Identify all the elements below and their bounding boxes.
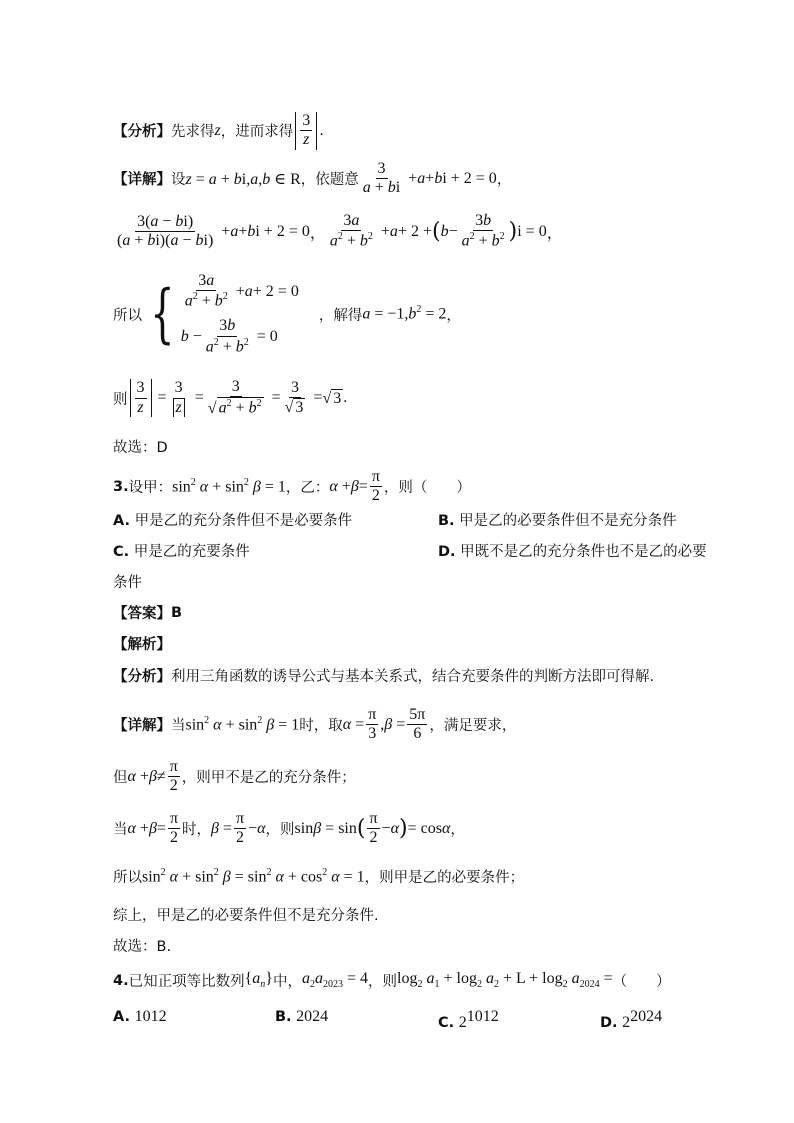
option-b[interactable]: B. 甲是乙的必要条件但不是充分条件 (438, 513, 677, 529)
option-d-continued: 条件 (113, 575, 142, 591)
option-d[interactable]: D. 甲既不是乙的充分条件也不是乙的必要 (438, 544, 707, 560)
math-result: $\frac{3}{z}$ = $\frac{3}{z}$ = 3 √ $a^2 + b^2$ = 3 √ 3 = √ 3 . (128, 378, 348, 418)
detail-label: 【详解】 (113, 172, 171, 189)
option-a[interactable]: A. 甲是乙的充分条件但不是必要条件 (113, 513, 353, 529)
q3-answer: 【答案】 B (113, 604, 183, 622)
q4-option-c[interactable]: C. $2^{1012}$ (438, 1008, 499, 1031)
math-brace: { (150, 277, 175, 352)
detail-text: ，依题意 (300, 172, 359, 189)
q2-choose: 故选：D (113, 440, 168, 456)
analysis-text: ，进而求得 (220, 124, 294, 141)
detail-text: 设 (171, 172, 186, 189)
math-equation-1: $\frac{3}{a + bi}$ + a + b i + 2 = 0 (362, 160, 497, 197)
q2-system-line: 所以 { $\frac{3a}{a^2 + b^2}$ + a + 2 = 0 b − $\frac{3b}{a^2 + b^2}$ = 0 ，解得 $a = -1,b^2 = 2$ ， (113, 272, 461, 355)
q3-detail-line-1: 【详解】 当 $\sin^2 \alpha + \sin^2 \beta = 1$ 时，取 α = $\frac{\pi}{3}$ , β = $\frac{5\pi}{6}$ ，满足要求， (113, 706, 517, 743)
question-number: 4. (113, 972, 129, 989)
q3-choose: 故选：B. (113, 939, 172, 955)
q4-option-b[interactable]: B. 2024 (275, 1008, 329, 1025)
detail-text: ，解得 (318, 307, 363, 324)
analysis-text: 先求得 (171, 124, 215, 141)
q2-detail-line-2: $\frac{3(a - bi)}{(a + bi)(a - bi)}$ + a + b i + 2 = 0 ， $\frac{3a}{a^2 + b^2}$ + a + 2 + ( b − $\frac{3b}{a^2 + b^2}$ ) i = 0 ， (117, 212, 563, 250)
math-alpha-beta-values: α = $\frac{\pi}{3}$ , β = $\frac{5\pi}{6}$ (342, 706, 426, 743)
period: . (319, 122, 324, 139)
q4-stem: 4. 已知正项等比数列 $\{a_n\}$ 中， $a_2a_{2023} = 4$ ，则 $\log_2 a_1 + \log_2 a_2 + L + \log_2 a_{2024}$ = （ ） (113, 970, 671, 991)
analysis-label: 【分析】 (113, 124, 171, 141)
q4-option-d[interactable]: D. $2^{2024}$ (600, 1008, 663, 1031)
math-fraction-3a: $\frac{3a}{a^2 + b^2}$ (329, 212, 373, 250)
option-c[interactable]: C. 甲是乙的充要条件 (113, 544, 250, 560)
q3-summary: 综上，甲是乙的必要条件但不是充分条件. (113, 908, 379, 924)
detail-text: 所以 (113, 307, 142, 324)
q2-analysis-line (113, 112, 324, 150)
q3-analysis: 【分析】 利用三角函数的诱导公式与基本关系式，结合充要条件的判断方法即可得解. (113, 669, 655, 685)
math-z: z (214, 121, 221, 139)
q3-detail-line-2: 但 α + β ≠ $\frac{\pi}{2}$ ，则甲不是乙的充分条件； (113, 758, 356, 795)
math-fraction-conjugate: $\frac{3(a - bi)}{(a + bi)(a - bi)}$ (117, 212, 214, 250)
q2-detail-line-1: 【详解】 设 z = a + bi,a,b ∈ R ，依题意 $\frac{3}{a + bi}$ + a + b i + 2 = 0 ， (113, 160, 512, 197)
math-solution: $a = -1,b^2 = 2$ (362, 304, 447, 323)
q3-explain-label: 【解析】 (113, 637, 171, 653)
q3-detail-line-4: 所以 $\sin^2 \alpha + \sin^2 \beta = \sin^2 \alpha + \cos^2 \alpha = 1$ ，则甲是乙的必要条件； (113, 866, 525, 886)
math-condition-yi: α + β = $\frac{\pi}{2}$ (329, 468, 380, 505)
detail-text: 则 (113, 391, 128, 408)
math-fraction-3b: $\frac{3b}{a^2 + b^2}$ (461, 212, 505, 250)
math-abs-3-over-z: $\frac{3}{z}$ (295, 112, 317, 150)
math-condition-jia: $\sin^2 \alpha + \sin^2 \beta = 1$ (172, 477, 286, 496)
q3-detail-line-3: 当 α + β = $\frac{\pi}{2}$ 时， β = $\frac{\pi}{2}$ − α ，则 sin β = sin ( $\frac{\pi}{2}$ − α ) = cos α ， (113, 810, 465, 847)
question-number: 3. (113, 478, 129, 495)
math-system: $\frac{3a}{a^2 + b^2}$ + a + 2 = 0 b − $\frac{3b}{a^2 + b^2}$ = 0 (180, 272, 299, 355)
q3-stem: 3. 设甲： $\sin^2 \alpha + \sin^2 \beta = 1$ ，乙： α + β = $\frac{\pi}{2}$ ，则（ ） (113, 468, 471, 505)
q2-result-line (113, 378, 347, 418)
math-z-def: z = a + bi,a,b ∈ R (185, 170, 301, 188)
q4-option-a[interactable]: A. 1012 (113, 1008, 167, 1025)
